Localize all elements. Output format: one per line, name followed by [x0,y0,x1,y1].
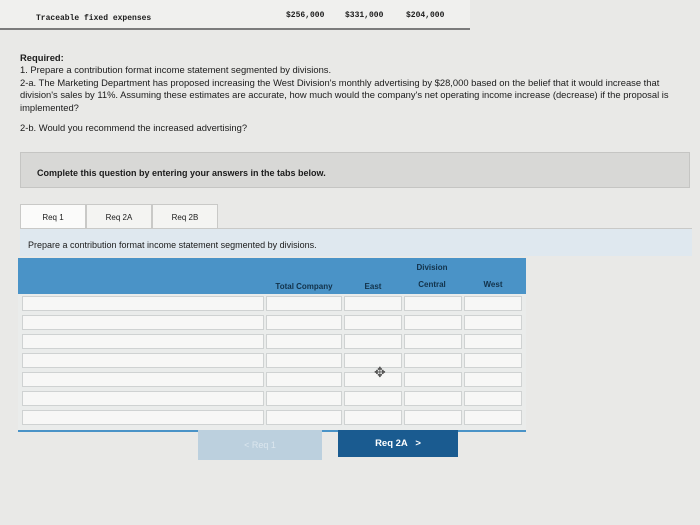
tab-req-2a[interactable]: Req 2A [86,204,152,228]
total-company-input[interactable] [266,391,342,406]
value-east: $331,000 [345,11,384,20]
table-row [18,294,526,313]
table-row [18,351,526,370]
income-statement-table [18,258,526,432]
total-company-input[interactable] [266,315,342,330]
table-row [18,332,526,351]
central-input[interactable] [404,372,462,387]
row-label-input[interactable] [22,391,264,406]
west-input[interactable] [464,353,522,368]
central-input[interactable] [404,296,462,311]
move-cursor-icon: ✥ [374,364,386,380]
central-input[interactable] [404,334,462,349]
tab-instruction: Prepare a contribution format income statement segmented by divisions. [20,228,692,256]
header-east: East [364,282,382,291]
east-input[interactable] [344,410,402,425]
value-total: $256,000 [286,11,325,20]
header-division: Division [416,263,448,272]
west-input[interactable] [464,315,522,330]
table-row [18,408,526,430]
row-label-input[interactable] [22,410,264,425]
chevron-right-icon: > [410,438,421,449]
row-label-input[interactable] [22,372,264,387]
west-input[interactable] [464,334,522,349]
west-input[interactable] [464,410,522,425]
table-row [18,313,526,332]
west-input[interactable] [464,391,522,406]
central-input[interactable] [404,353,462,368]
required-section [20,52,680,134]
east-input[interactable] [344,353,402,368]
central-input[interactable] [404,315,462,330]
instructions-banner: Complete this question by entering your answers in the tabs below. [20,152,690,188]
header-west: West [483,280,503,289]
row-label-input[interactable] [22,353,264,368]
required-heading: Required: [20,52,64,63]
central-input[interactable] [404,391,462,406]
east-input[interactable] [344,334,402,349]
question-2a: 2-a. The Marketing Department has proposed increasing the West Division's monthly advertising by $28,000 based on the belief that it would increase that division's sales by 11%. Assuming these estimates are accurate, how much would the company's net operating income increase (decrease) if the proposal is implemented? [20,76,669,113]
tab-req-2b[interactable]: Req 2B [152,204,218,228]
question-2b: 2-b. Would you recommend the increased advertising? [20,122,248,134]
next-req-2a-button[interactable] [338,430,458,457]
chevron-left-icon: < [244,440,250,450]
east-input[interactable] [344,315,402,330]
value-central: $204,000 [406,11,445,20]
table-row [18,370,526,389]
prev-req-1-button[interactable] [198,430,322,460]
tab-req-1[interactable]: Req 1 [20,204,86,228]
next-button-label: Req 2A [375,438,408,449]
east-input[interactable] [344,296,402,311]
total-company-input[interactable] [266,410,342,425]
west-input[interactable] [464,296,522,311]
west-input[interactable] [464,372,522,387]
header-total-company: Total Company [275,282,333,291]
total-company-input[interactable] [266,353,342,368]
traceable-fixed-expenses-row [0,0,470,30]
header-central: Central [418,280,446,289]
total-company-input[interactable] [266,296,342,311]
total-company-input[interactable] [266,372,342,387]
row-label-input[interactable] [22,296,264,311]
prev-button-label: Req 1 [251,440,276,450]
total-company-input[interactable] [266,334,342,349]
central-input[interactable] [404,410,462,425]
question-1: 1. Prepare a contribution format income statement segmented by divisions. [20,64,332,76]
row-label-input[interactable] [22,334,264,349]
table-header [18,258,526,294]
east-input[interactable] [344,391,402,406]
row-label-input[interactable] [22,315,264,330]
east-input[interactable] [344,372,402,387]
row-label: Traceable fixed expenses [36,14,152,23]
table-row [18,389,526,408]
